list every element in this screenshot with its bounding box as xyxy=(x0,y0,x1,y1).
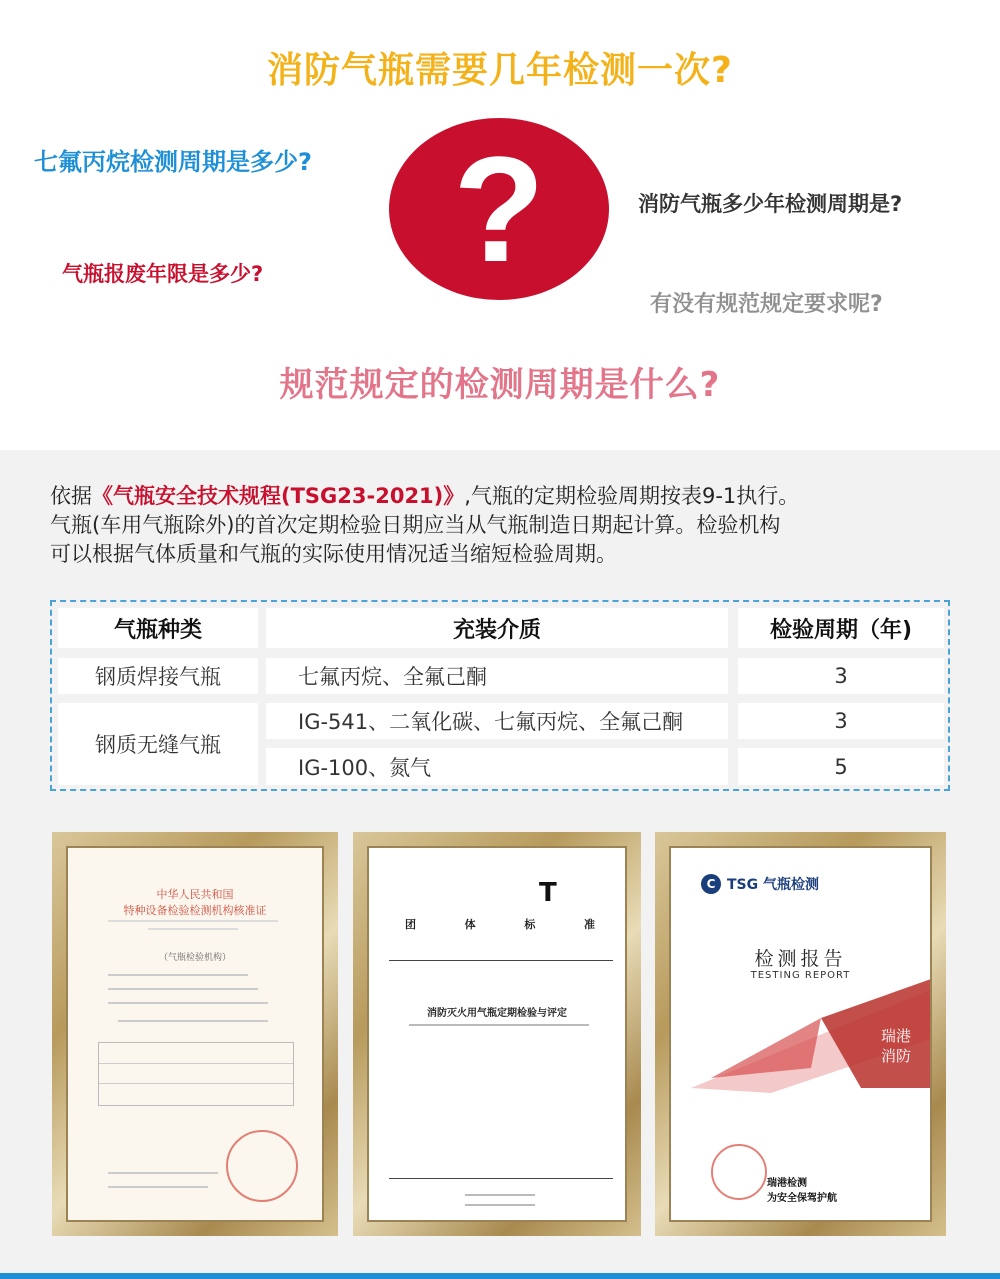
company-name-line1: 瑞港 xyxy=(881,1027,912,1045)
regulation-reference: 《气瓶安全技术规程(TSG23-2021)》 xyxy=(92,484,465,508)
cert1-scope-table xyxy=(98,1042,294,1106)
standard-publisher xyxy=(465,1194,535,1196)
standard-document xyxy=(367,846,627,1222)
standard-header xyxy=(405,916,595,932)
cert1-english-line xyxy=(108,920,278,922)
standard-header-char: 体 xyxy=(464,918,476,931)
cert1-text-line xyxy=(108,1172,218,1174)
cert1-text-line xyxy=(108,1186,208,1188)
intro-line1-suffix: ,气瓶的定期检验周期按表9-1执行。 xyxy=(464,484,800,508)
cert1-text-line xyxy=(108,988,258,990)
intro-prefix: 依据 xyxy=(50,484,92,508)
table-cell-period: 3 xyxy=(738,658,944,694)
cert1-text-line xyxy=(108,1002,268,1004)
tsg-brand: TSG 气瓶检测 xyxy=(727,877,819,893)
bottom-accent-bar xyxy=(0,1273,1000,1279)
cert1-text-line xyxy=(108,974,248,976)
standard-header-char: 标 xyxy=(524,918,536,931)
standard-divider xyxy=(389,1178,613,1179)
cert1-english-line xyxy=(148,928,238,930)
intro-paragraph xyxy=(50,482,960,569)
question-section xyxy=(0,0,1000,450)
question-scrap-life: 气瓶报废年限是多少? xyxy=(62,262,264,286)
testing-report xyxy=(669,846,932,1222)
report-stamp xyxy=(711,1144,767,1200)
certificate-approval xyxy=(66,846,324,1222)
table-cell-period: 3 xyxy=(738,703,944,739)
question-cycle-years: 消防气瓶多少年检测周期是? xyxy=(638,192,903,216)
intro-line-1 xyxy=(50,482,960,511)
standard-divider xyxy=(389,960,613,961)
intro-line-3: 可以根据气体质量和气瓶的实际使用情况适当缩短检验周期。 xyxy=(50,542,617,566)
bottom-question: 规范规定的检测周期是什么? xyxy=(279,365,721,405)
report-cylinder-image xyxy=(821,978,932,1088)
table-cell-period: 5 xyxy=(738,748,944,785)
intro-line-2: 气瓶(车用气瓶除外)的首次定期检验日期应当从气瓶制造日期起计算。检验机构 xyxy=(50,513,781,537)
standard-title: 消防灭火用气瓶定期检验与评定 xyxy=(427,1008,567,1019)
table-header-period: 检验周期（年) xyxy=(738,608,944,648)
table-cell-medium: 七氟丙烷、全氟己酮 xyxy=(266,658,728,694)
standard-header-char: 准 xyxy=(583,918,595,931)
report-title-cn: 检测报告 xyxy=(754,948,847,970)
company-mark xyxy=(881,1026,911,1066)
table-cell-medium: IG-541、二氧化碳、七氟丙烷、全氟己酮 xyxy=(266,703,728,739)
certificate-approval-frame xyxy=(52,832,338,1236)
main-question: 消防气瓶需要几年检测一次? xyxy=(267,50,733,91)
cert1-text-line xyxy=(118,1020,268,1022)
table-cell-medium: IG-100、氮气 xyxy=(266,748,728,785)
standard-publisher xyxy=(465,1204,535,1206)
question-heptafluoropropane: 七氟丙烷检测周期是多少? xyxy=(34,148,312,176)
standard-document-frame xyxy=(353,832,641,1236)
table-cell-type-seamless: 钢质无缝气瓶 xyxy=(58,703,258,785)
cert1-stamp xyxy=(226,1130,298,1202)
standard-mark: T xyxy=(539,878,557,908)
table-header-type: 气瓶种类 xyxy=(58,608,258,648)
report-slogan xyxy=(767,1176,837,1206)
cert1-grid-line xyxy=(99,1063,293,1064)
slogan-line1: 瑞港检测 xyxy=(767,1178,807,1189)
report-title-en: TESTING REPORT xyxy=(750,970,851,981)
cert1-title-line2: 特种设备检验检测机构核准证 xyxy=(123,904,267,917)
cert1-subtitle: （气瓶检验机构） xyxy=(158,953,231,963)
inspection-cycle-table xyxy=(50,600,950,791)
table-header-medium: 充装介质 xyxy=(266,608,728,648)
tsg-logo-icon: C xyxy=(701,874,721,894)
testing-report-frame xyxy=(655,832,946,1236)
cert1-title-line1: 中华人民共和国 xyxy=(156,888,234,901)
standard-english-title xyxy=(409,1024,589,1026)
question-regulation: 有没有规范规定要求呢? xyxy=(650,292,883,317)
standard-header-char: 团 xyxy=(405,918,416,931)
slogan-line2: 为安全保驾护航 xyxy=(767,1193,837,1204)
table-cell-type-welded: 钢质焊接气瓶 xyxy=(58,658,258,694)
cert1-grid-line xyxy=(99,1083,293,1084)
company-name-line2: 消防 xyxy=(881,1047,912,1065)
question-mark-icon: ? xyxy=(453,125,545,293)
